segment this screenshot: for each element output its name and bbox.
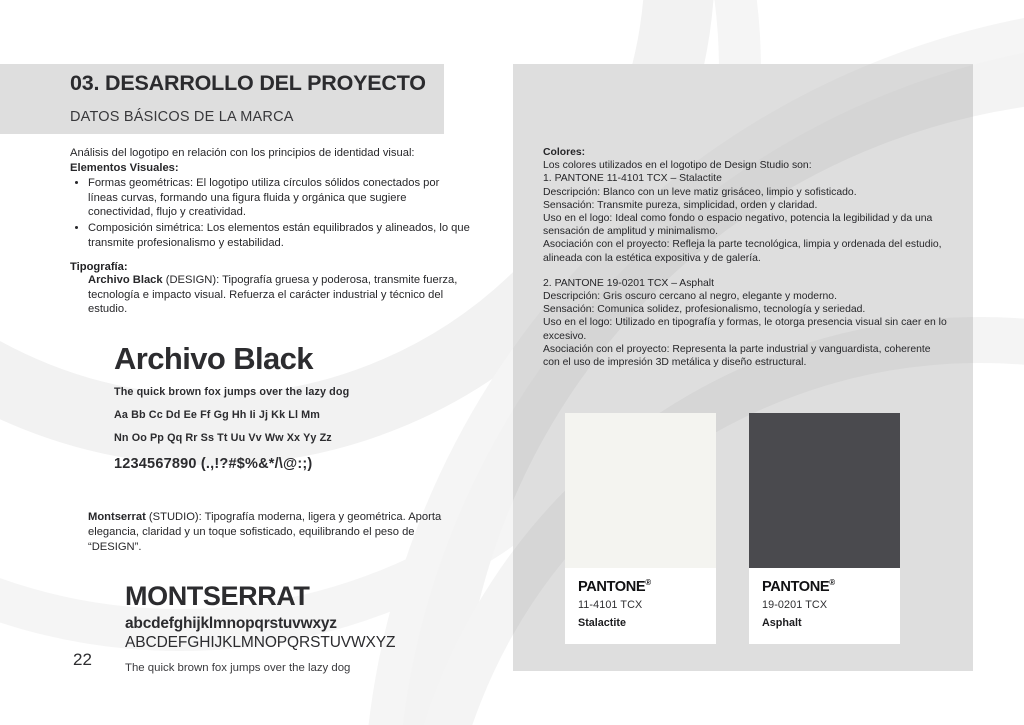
archivo-black-description xyxy=(88,273,470,317)
colors-heading: Colores: xyxy=(543,147,586,158)
page-subtitle: DATOS BÁSICOS DE LA MARCA xyxy=(70,109,294,125)
color-1-title xyxy=(543,172,948,185)
pantone-card-stalactite xyxy=(565,413,716,644)
montserrat-specimen-uppercase: ABCDEFGHIJKLMNOPQRSTUVWXYZ xyxy=(125,633,396,651)
color-2-association: Asociación con el proyecto: Representa la parte industrial y vanguardista, coherente con el uso de impresión 3D metálica y diseño estructural. xyxy=(543,343,931,369)
pantone-code: 19-0201 TCX xyxy=(762,599,828,612)
color-1-sensation: Sensación: Transmite pureza, simplicidad, orden y claridad. xyxy=(543,199,818,211)
color-2-name: PANTONE 19-0201 TCX – Asphalt xyxy=(554,277,714,289)
registered-mark-icon: ® xyxy=(829,578,836,587)
archivo-black-description-text: (DESIGN): Tipografía gruesa y poderosa, transmite fuerza, tecnología e impacto visual. Refuerza el carácter industrial y técnico del estudio. xyxy=(88,274,458,316)
left-column xyxy=(70,146,470,674)
color-1-index: 1. xyxy=(543,173,555,185)
spacer xyxy=(543,265,948,277)
montserrat-name: Montserrat xyxy=(88,511,146,524)
right-column xyxy=(543,146,948,369)
montserrat-description xyxy=(88,510,470,554)
pantone-wordmark-text: PANTONE xyxy=(578,578,646,595)
visual-elements-list xyxy=(70,176,470,250)
color-2-title xyxy=(543,277,948,290)
archivo-specimen-title: Archivo Black xyxy=(114,340,313,376)
pantone-info-asphalt xyxy=(749,568,900,644)
archivo-black-name: Archivo Black xyxy=(88,274,163,287)
list-item: • Composición simétrica: Los elementos están equilibrados y alineados, lo que transmite profesionalismo y estabilidad. xyxy=(88,221,470,250)
montserrat-specimen xyxy=(125,582,470,674)
archivo-specimen-alphabet-line-2: Nn Oo Pp Qq Rr Ss Tt Uu Vv Ww Xx Yy Zz xyxy=(114,432,332,445)
pantone-swatch-stalactite xyxy=(565,413,716,568)
colors-intro: Los colores utilizados en el logotipo de Design Studio son: xyxy=(543,160,812,172)
pantone-wordmark-text: PANTONE xyxy=(762,578,830,595)
pantone-code: 11-4101 TCX xyxy=(578,599,643,612)
archivo-black-specimen xyxy=(114,340,470,473)
visual-elements-heading: Elementos Visuales: xyxy=(70,161,179,174)
color-1-name: PANTONE 11-4101 TCX – Stalactite xyxy=(554,173,722,185)
pantone-wordmark xyxy=(762,579,887,594)
pantone-card-asphalt xyxy=(749,413,900,644)
page-title: 03. DESARROLLO DEL PROYECTO xyxy=(70,71,426,95)
color-1-description: Descripción: Blanco con un leve matiz grisáceo, limpio y sofisticado. xyxy=(543,186,857,198)
pantone-color-name: Asphalt xyxy=(762,617,802,630)
montserrat-specimen-lowercase: abcdefghijklmnopqrstuvwxyz xyxy=(125,614,337,632)
color-1-association: Asociación con el proyecto: Refleja la parte tecnológica, limpia y ordenada del estudio, alineada con la estética expositiva y de galería. xyxy=(543,239,942,264)
archivo-specimen-numerals: 1234567890 (.,!?#$%&*/\@:;) xyxy=(114,456,313,473)
color-2-usage: Uso en el logo: Utilizado en tipografía y formas, le otorga presencia visual sin caer en lo excesivo. xyxy=(543,317,947,342)
color-2-description: Descripción: Gris oscuro cercano al negro, elegante y moderno. xyxy=(543,291,837,303)
page-number: 22 xyxy=(73,650,92,669)
color-1-usage: Uso en el logo: Ideal como fondo o espacio negativo, potencia la legibilidad y da una sensación de amplitud y minimalismo. xyxy=(543,213,933,238)
pantone-color-name: Stalactite xyxy=(578,617,627,630)
pantone-cards-row xyxy=(565,413,900,644)
list-item: • Formas geométricas: El logotipo utiliza círculos sólidos conectados por líneas curvas, formando una figura fluida y orgánica que sugiere conectividad, flujo y creatividad. xyxy=(88,176,470,220)
pantone-wordmark xyxy=(578,579,703,594)
montserrat-description-text: (STUDIO): Tipografía moderna, ligera y geométrica. Aporta elegancia, claridad y un toque sofisticado, equilibrando el peso de “DESIGN”. xyxy=(88,511,442,553)
montserrat-specimen-title: MONTSERRAT xyxy=(125,581,310,612)
registered-mark-icon: ® xyxy=(645,578,652,587)
pantone-info-stalactite xyxy=(565,568,716,644)
archivo-specimen-pangram: The quick brown fox jumps over the lazy dog xyxy=(114,386,350,399)
intro-text: Análisis del logotipo en relación con los principios de identidad visual: xyxy=(70,147,415,159)
color-2-index: 2. xyxy=(543,277,555,289)
pantone-swatch-asphalt xyxy=(749,413,900,568)
montserrat-specimen-pangram: The quick brown fox jumps over the lazy dog xyxy=(125,661,351,674)
color-2-sensation: Sensación: Comunica solidez, profesionalismo, tecnología y seriedad. xyxy=(543,304,866,316)
archivo-specimen-alphabet-line-1: Aa Bb Cc Dd Ee Ff Gg Hh Ii Jj Kk Ll Mm xyxy=(114,409,320,422)
typography-heading: Tipografía: xyxy=(70,261,128,274)
